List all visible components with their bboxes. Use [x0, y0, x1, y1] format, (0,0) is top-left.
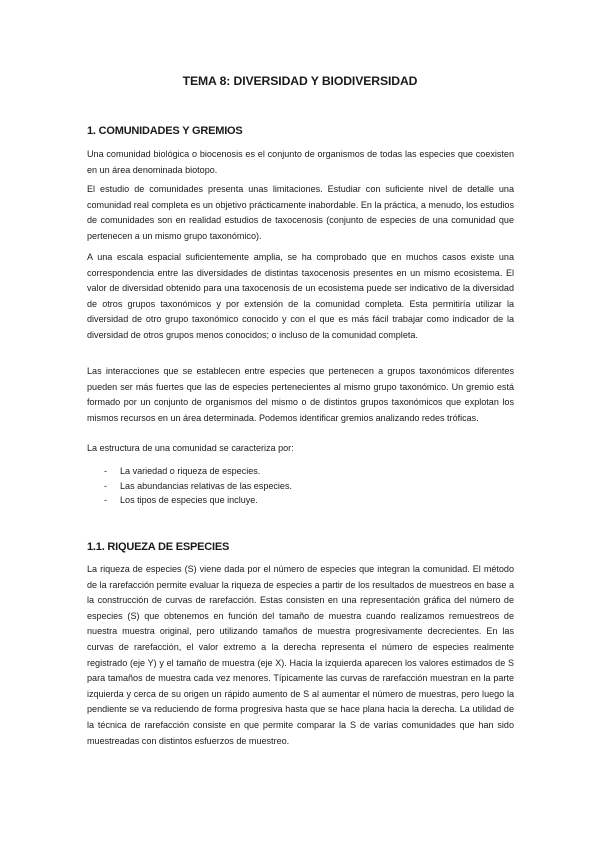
section-heading-comunidades: 1. COMUNIDADES Y GREMIOS [87, 125, 243, 137]
section-heading-riqueza: 1.1. RIQUEZA DE ESPECIES [87, 541, 230, 553]
paragraph-interacciones: Las interacciones que se establecen entre especies que pertenecen a grupos taxonómicos diferentes pueden ser más fuertes que las de especies pertenecientes al mismo grupo taxonómico. Un gremio está formado por un conjunto de organismos del mismo o de distintos grupos taxonómicos que explotan los mismos recursos en un área determinada. Podemos identificar gremios analizando redes tróficas. [87, 366, 514, 423]
document-title: TEMA 8: DIVERSIDAD Y BIODIVERSIDAD [182, 74, 418, 88]
list-item [87, 493, 514, 508]
structure-bullet-list [87, 464, 514, 508]
paragraph-estructura: La estructura de una comunidad se caracteriza por: [87, 443, 294, 453]
bullet-marker: - [104, 495, 108, 506]
bullet-marker: - [104, 466, 108, 476]
list-item [87, 464, 514, 479]
bullet-marker: - [104, 480, 108, 491]
paragraph-escala-espacial: A una escala espacial suficientemente amplia, se ha comprobado que en muchos casos existe una correspondencia entre las diversidades de distintas taxocenosis presentes en un mismo ecosistema. El valor de diversidad obtenido para una taxocenosis de un ecosistema puede ser indicativo de la diversidad de otros grupos taxonómicos y por extensión de la comunidad completa. Esta permitiría utilizar la diversidad de otro grupo taxonómico conocido y con el que es más fácil trabajar como indicador de la diversidad de otros grupos menos conocidos; o incluso de la comunidad completa. [87, 252, 514, 340]
list-item [87, 479, 514, 494]
paragraph-comunidad-biologica: Una comunidad biológica o biocenosis es el conjunto de organismos de todas las especies que coexisten en un área denominada biotopo. [87, 149, 514, 175]
paragraph-limitaciones: El estudio de comunidades presenta unas limitaciones. Estudiar con suficiente nivel de detalle una comunidad real completa es un objetivo prácticamente inabordable. En la práctica, a menudo, los estudios de comunidades son en realidad estudios de taxocenosis (conjunto de especies de una comunidad que pertenecen a un mismo grupo taxonómico). [87, 184, 514, 241]
paragraph-riqueza: La riqueza de especies (S) viene dada por el número de especies que integran la comunidad. El método de la rarefacción permite evaluar la riqueza de especies a partir de los resultados de muestreos en base a la construcción de curvas de rarefacción. Estas consisten en una representación gráfica del número de especies (S) que obtenemos en función del tamaño de muestra cuando realizamos remuestreos de nuestra muestra original, pero utilizando tamaños de muestra progresivamente decrecientes. En las curvas de rarefacción, el valor extremo a la derecha representa el número de especies realmente registrado (eje Y) y el tamaño de muestra (eje X). Hacia la izquierda aparecen los valores estimados de S para tamaños de muestra cada vez menores. Típicamente las curvas de rarefacción muestran en la parte izquierda y cerca de su origen un rápido aumento de S al aumentar el número de muestras, pero luego la pendiente se va reduciendo de forma progresiva hasta que se hace plana hacia la derecha. La utilidad de la técnica de rarefacción consiste en que permite comparar la S de varias comunidades que han sido muestreadas con distintos esfuerzos de muestreo. [87, 564, 514, 746]
bullet-text: Los tipos de especies que incluye. [120, 495, 258, 506]
bullet-text: Las abundancias relativas de las especies. [120, 480, 292, 491]
bullet-text: La variedad o riqueza de especies. [120, 466, 261, 476]
